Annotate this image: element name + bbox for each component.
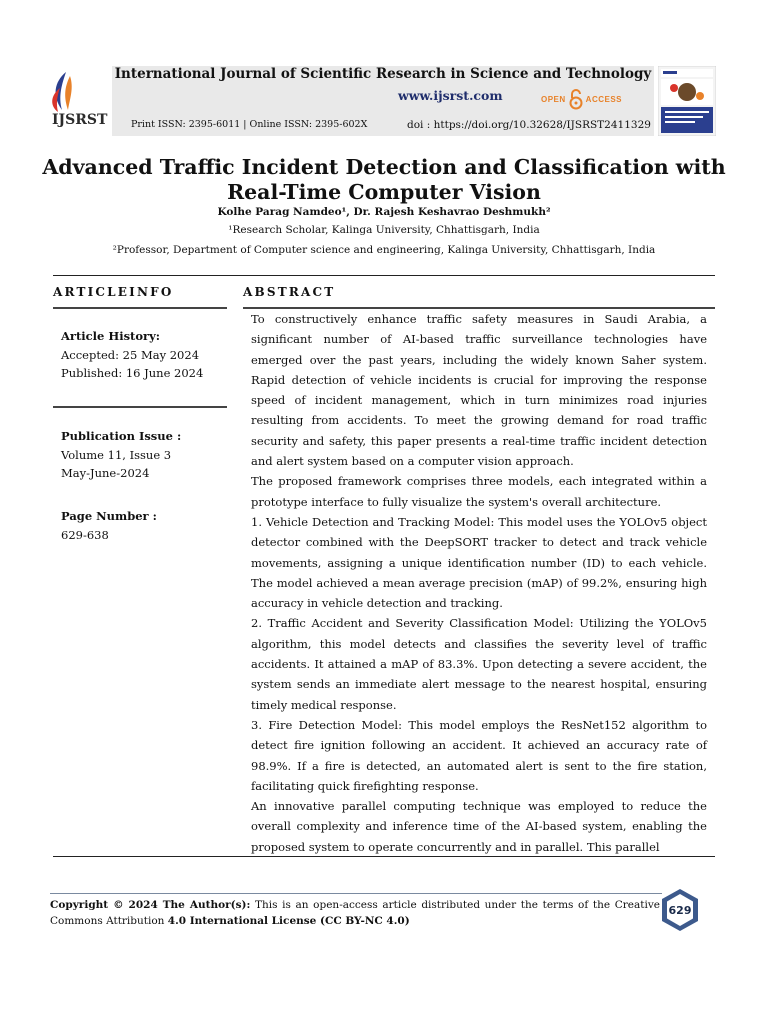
abstract-paragraph: 3. Fire Detection Model: This model employs the ResNet152 algorithm to detect fire ignition following an accident. It achieved an accuracy rate of 98.9%. If a fire is detected, an automated alert is sent to the fire station, facilitating quick firefighting response.: [251, 717, 707, 793]
issue-label: Publication Issue :: [61, 429, 182, 443]
copyright-notice: [50, 898, 660, 929]
doi-line[interactable]: doi : https://doi.org/10.32628/IJSRST2411329: [407, 119, 651, 131]
article-info-heading: ARTICLEINFO: [53, 285, 174, 299]
open-access-prefix: OPEN: [541, 94, 566, 104]
open-access-badge: [541, 86, 622, 112]
copyright-bold: Copyright © 2024 The Author(s):: [50, 899, 251, 911]
issn-line: Print ISSN: 2395-6011 | Online ISSN: 2395-602X: [131, 119, 368, 130]
top-divider: [53, 275, 715, 276]
page-number: 629: [668, 904, 692, 917]
published-date: Published: 16 June 2024: [61, 366, 204, 380]
page-number-block: [61, 507, 157, 544]
abstract-paragraph: The proposed framework comprises three models, each integrated within a prototype interface to fully visualize the system's overall architecture.: [251, 474, 707, 509]
open-access-label: ACCESS: [585, 94, 623, 104]
open-lock-icon: [569, 88, 583, 110]
abstract-heading: ABSTRACT: [243, 285, 336, 299]
bottom-divider: [53, 856, 715, 857]
affiliation-1: ¹Research Scholar, Kalinga University, Chhattisgarh, India: [228, 224, 540, 236]
license-name[interactable]: 4.0 International License (CC BY-NC 4.0): [167, 914, 410, 927]
copyright-text: This is an open-access article distributed under the terms of the Creative Commons Attribution: [50, 899, 660, 927]
article-history: [61, 327, 203, 383]
journal-url[interactable]: www.ijsrst.com: [398, 88, 503, 103]
accepted-date: Accepted: 25 May 2024: [61, 347, 200, 362]
title-line-2: Real-Time Computer Vision: [227, 180, 541, 204]
history-label: Article History:: [61, 329, 161, 343]
logo-text: IJSRST: [52, 112, 108, 128]
page-number-badge: [660, 888, 700, 932]
authors: Kolhe Parag Namdeo¹, Dr. Rajesh Keshavrao Deshmukh²: [217, 206, 551, 218]
affiliation-2: ²Professor, Department of Computer science and engineering, Kalinga University, Chhattisgarh, India: [112, 244, 656, 256]
issue-period: May-June-2024: [61, 466, 150, 480]
abstract-paragraph: 2. Traffic Accident and Severity Classification Model: Utilizing the YOLOv5 algorithm, this model detects and classifies the severity level of traffic accidents. It attained a mAP of 83.3%. Upon detecting a severe accident, the system sends an immediate alert message to the nearest hospital, ensuring timely medical response.: [251, 616, 707, 712]
publication-issue: [61, 427, 181, 483]
abstract-paragraph: An innovative parallel computing technique was employed to reduce the overall complexity and inference time of the AI-based system, enabling the proposed system to operate concurrently and in parallel. This parallel: [251, 799, 707, 854]
page-number-label: Page Number :: [61, 509, 157, 523]
title-line-1: Advanced Traffic Incident Detection and Classification with: [42, 155, 726, 179]
page-range: 629-638: [61, 527, 109, 542]
article-info-divider: [53, 307, 227, 309]
volume: Volume 11, Issue 3: [61, 447, 172, 462]
footer-divider: [50, 893, 662, 894]
abstract-paragraph: 1. Vehicle Detection and Tracking Model: This model uses the YOLOv5 object detector combined with the DeepSORT tracker to detect and track vehicle movements, assigning a unique identification number (ID) to each vehicle. The model achieved a mean average precision (mAP) of 99.2%, ensuring high accuracy in vehicle detection and tracking.: [251, 514, 707, 611]
ijsrst-logo: [44, 66, 114, 128]
journal-cover-thumbnail: [658, 66, 716, 136]
paper-title: [40, 155, 728, 205]
abstract-paragraph: To constructively enhance traffic safety measures in Saudi Arabia, a significant number of AI-based traffic surveillance technologies have emerged over the past years, including the widely known Saher system. Rapid detection of vehicle incidents is crucial for improving the response speed of incident management, which in turn minimizes road injuries resulting from accidents. To meet the growing demand for road traffic security and safety, this paper presents a real-time traffic incident detection and alert system based on a computer vision approach.: [251, 312, 707, 469]
abstract-body: [251, 309, 707, 857]
article-info-divider-2: [53, 406, 227, 408]
journal-name: International Journal of Scientific Research in Science and Technology: [114, 66, 652, 82]
